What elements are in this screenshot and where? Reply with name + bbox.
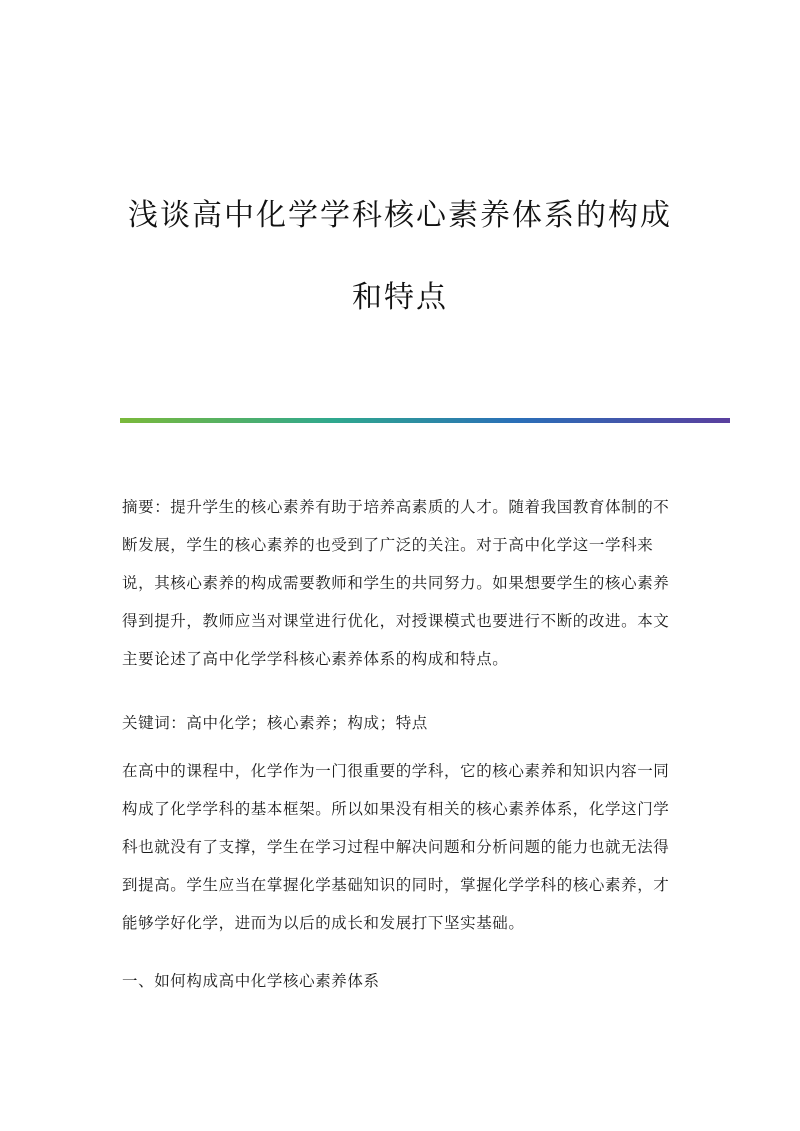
body-paragraph-1 [122, 752, 682, 942]
keywords-line: 关键词：高中化学；核心素养；构成；特点 [122, 714, 428, 732]
document-title-line-2: 和特点 [352, 280, 448, 315]
abstract-line: 断发展，学生的核心素养的也受到了广泛的关注。对于高中化学这一学科来 [122, 536, 654, 554]
abstract-line: 摘要：提升学生的核心素养有助于培养高素质的人才。随着我国教育体制的不 [122, 498, 670, 516]
abstract [122, 488, 682, 678]
body-line: 构成了化学学科的基本框架。所以如果没有相关的核心素养体系，化学这门学 [122, 800, 670, 818]
abstract-line: 主要论述了高中化学学科核心素养体系的构成和特点。 [122, 650, 509, 668]
keywords [122, 704, 682, 742]
body-line: 科也就没有了支撑，学生在学习过程中解决问题和分析问题的能力也就无法得 [122, 838, 670, 856]
abstract-line: 得到提升，教师应当对课堂进行优化，对授课模式也要进行不断的改进。本文 [122, 612, 670, 630]
document-title-line-1: 浅谈高中化学学科核心素养体系的构成 [128, 198, 672, 233]
abstract-line: 说，其核心素养的构成需要教师和学生的共同努力。如果想要学生的核心素养 [122, 574, 670, 592]
body-line: 到提高。学生应当在掌握化学基础知识的同时，掌握化学学科的核心素养，才 [122, 876, 670, 894]
gradient-divider [120, 418, 730, 423]
body-line: 在高中的课程中，化学作为一门很重要的学科，它的核心素养和知识内容一同 [122, 762, 670, 780]
section-heading-1 [122, 962, 682, 1000]
section-heading-text: 一、如何构成高中化学核心素养体系 [122, 972, 380, 990]
body-line: 能够学好化学，进而为以后的成长和发展打下坚实基础。 [122, 914, 525, 932]
